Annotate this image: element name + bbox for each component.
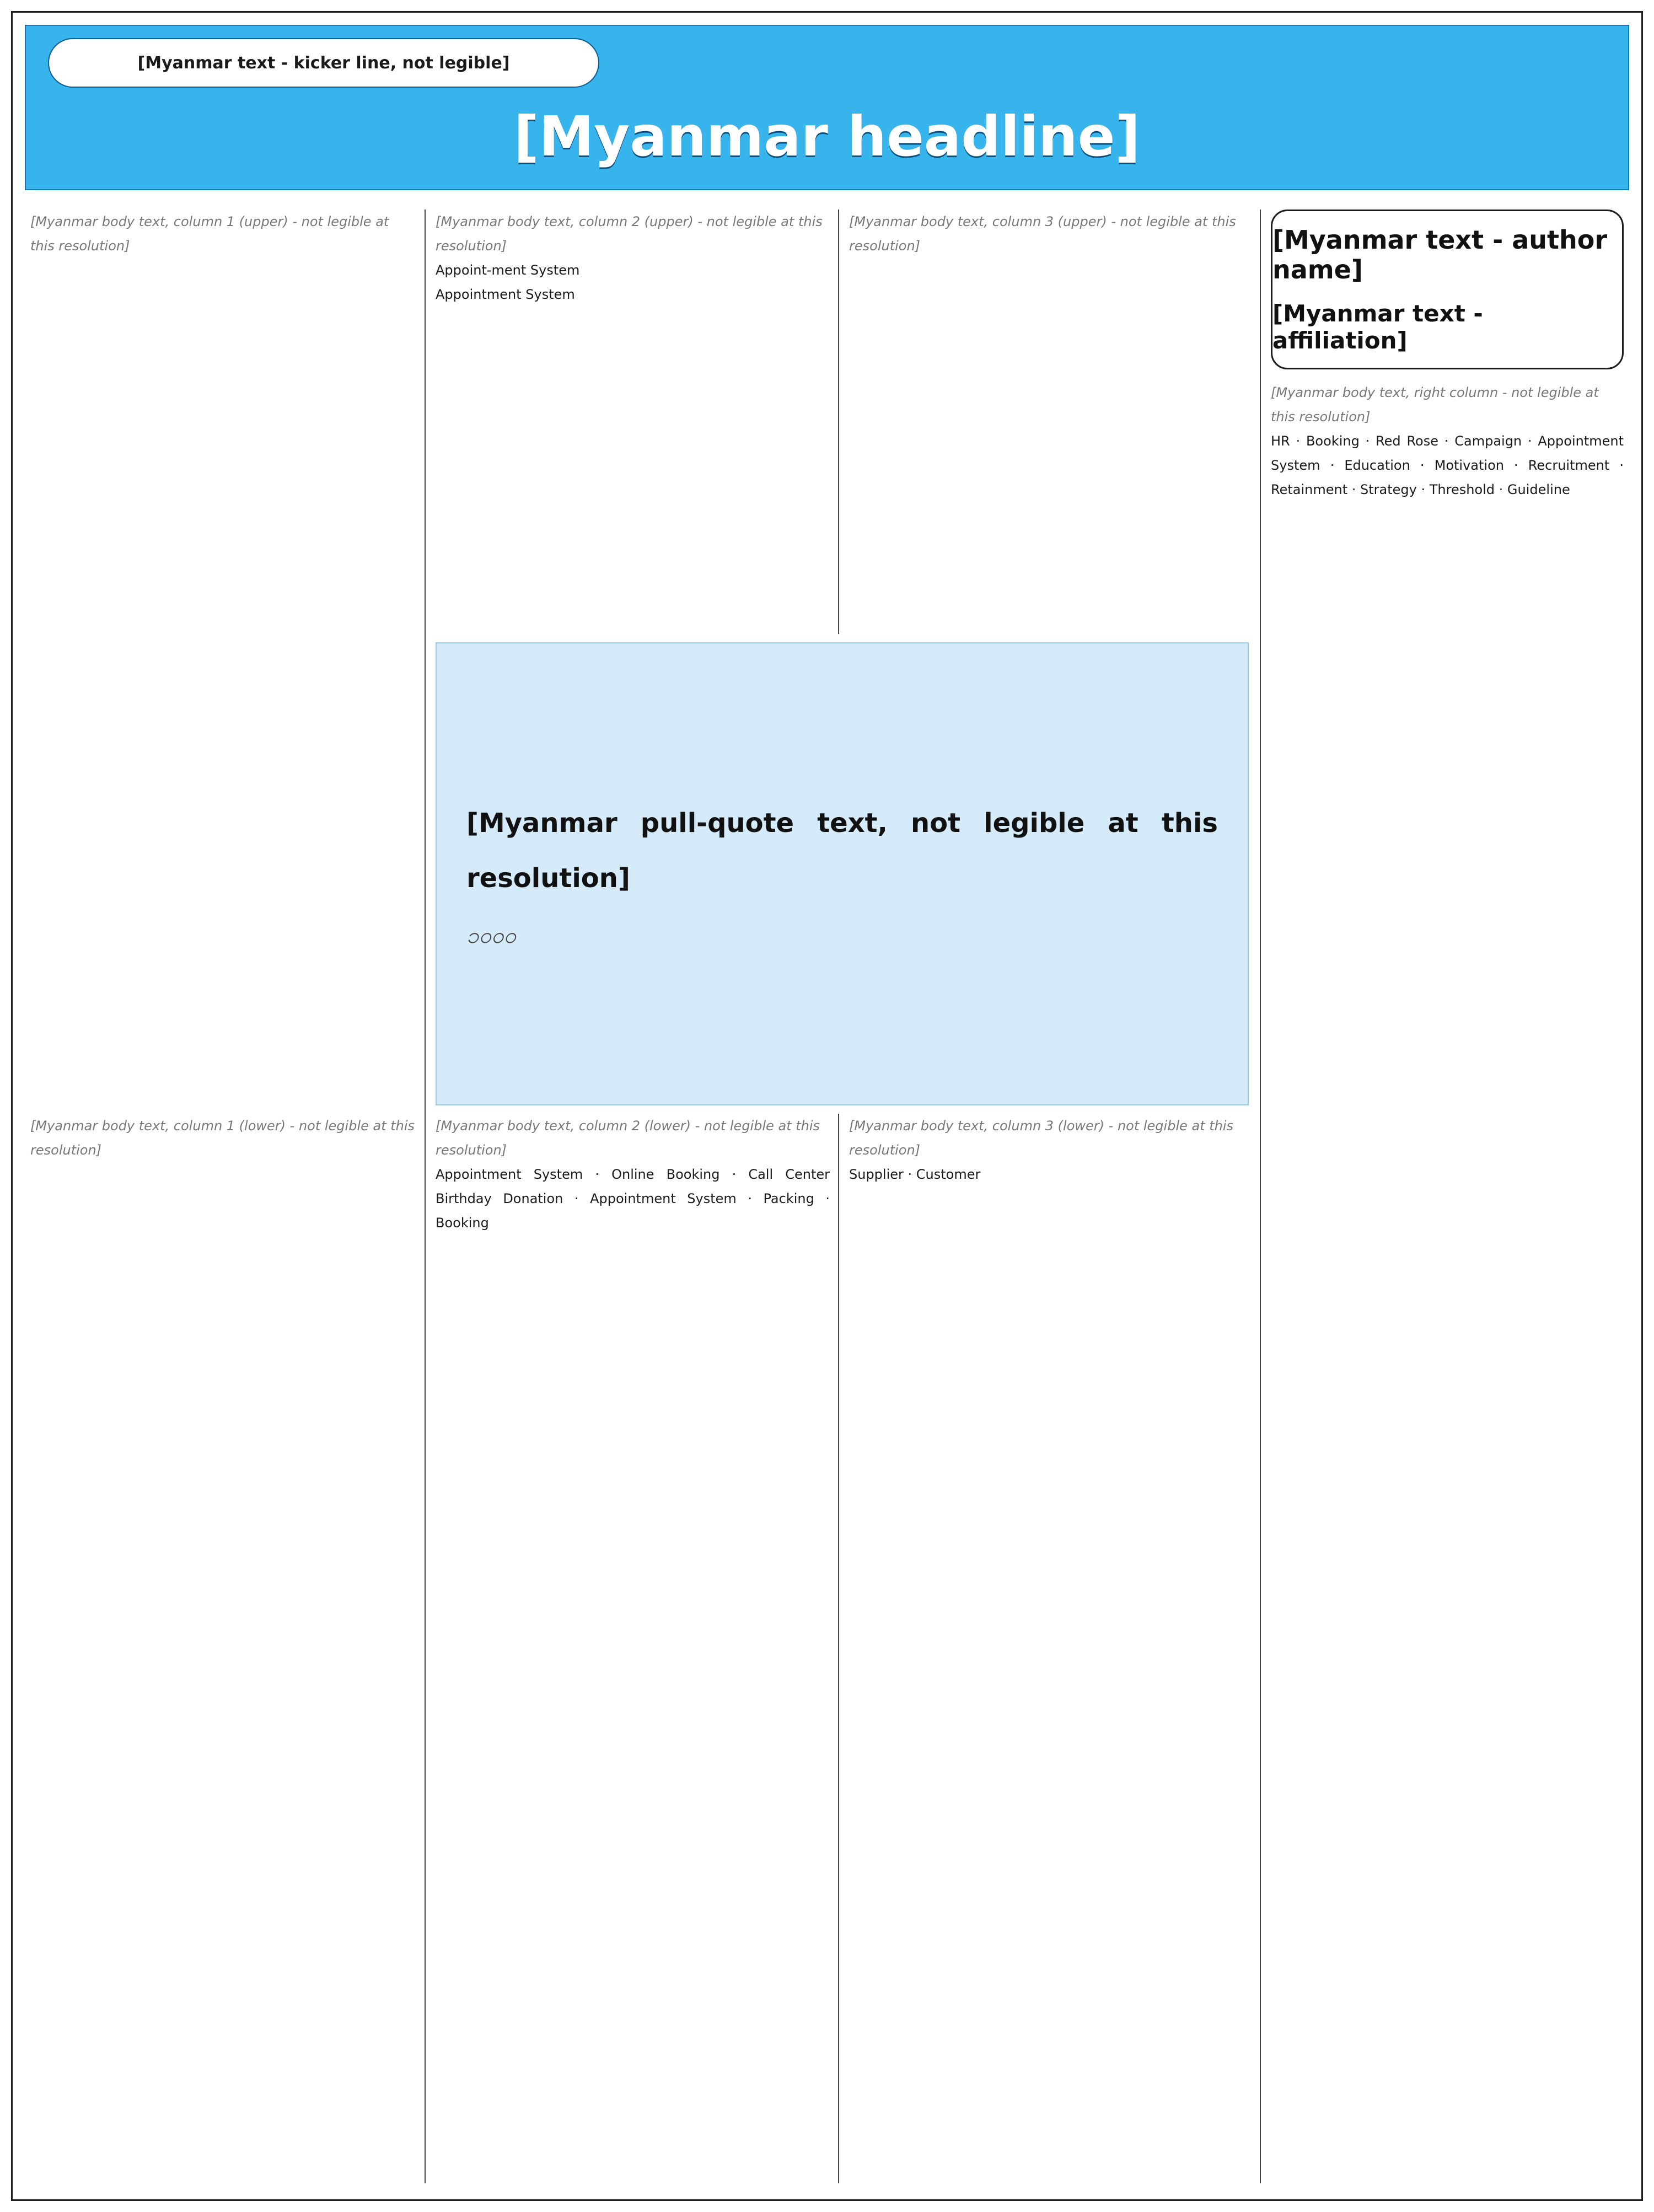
byline — [1271, 210, 1624, 369]
author-name: [Myanmar text - author name] — [1272, 225, 1608, 284]
column-4 — [1271, 380, 1624, 2183]
column-rule — [1260, 210, 1261, 2183]
body-text: [Myanmar body text, column 1 (lower) - not legible at this resolution] — [30, 1118, 415, 1158]
column-rule — [838, 1114, 839, 2183]
body-text: [Myanmar body text, column 2 (lower) - not legible at this resolution] — [436, 1118, 820, 1158]
headline: [Myanmar headline] — [513, 104, 1141, 169]
pull-quote-text — [466, 796, 1218, 952]
masthead — [25, 25, 1629, 190]
body-text: [Myanmar body text, column 3 (lower) - not legible at this resolution] — [849, 1118, 1234, 1158]
author-affiliation: [Myanmar text - affiliation] — [1272, 300, 1483, 354]
pull-quote-number: ၁၀၀၀ — [466, 923, 516, 948]
column-1-lower — [30, 1114, 416, 2183]
column-3-upper — [849, 210, 1249, 634]
column-2-lower — [436, 1114, 830, 2183]
body-text-latin: HR · Booking · Red Rose · Campaign · Appointment System · Education · Motivation · Recruitment · Retainment · Strategy · Threshold · Guideline — [1271, 433, 1624, 497]
pull-quote-body: [Myanmar pull-quote text, not legible at this resolution] — [466, 808, 1218, 894]
column-3-lower — [849, 1114, 1249, 2183]
body-text-latin: Appoint-ment System — [436, 262, 580, 278]
body-text-latin: Supplier · Customer — [849, 1167, 981, 1182]
body-text-latin: Appointment System — [436, 287, 575, 302]
body-text: [Myanmar body text, column 2 (upper) - not legible at this resolution] — [436, 214, 823, 254]
body-text: [Myanmar body text, right column - not legible at this resolution] — [1271, 385, 1599, 425]
pull-quote — [436, 642, 1249, 1105]
column-rule — [838, 210, 839, 634]
kicker: [Myanmar text - kicker line, not legible] — [48, 38, 599, 88]
column-rule — [425, 210, 426, 2183]
body-text: [Myanmar body text, column 1 (upper) - not legible at this resolution] — [30, 214, 389, 254]
body-text: [Myanmar body text, column 3 (upper) - not legible at this resolution] — [849, 214, 1236, 254]
body-text-latin: Appointment System · Online Booking · Call Center Birthday Donation · Appointment System · Packing · Booking — [436, 1167, 830, 1231]
column-2-upper — [436, 210, 830, 634]
